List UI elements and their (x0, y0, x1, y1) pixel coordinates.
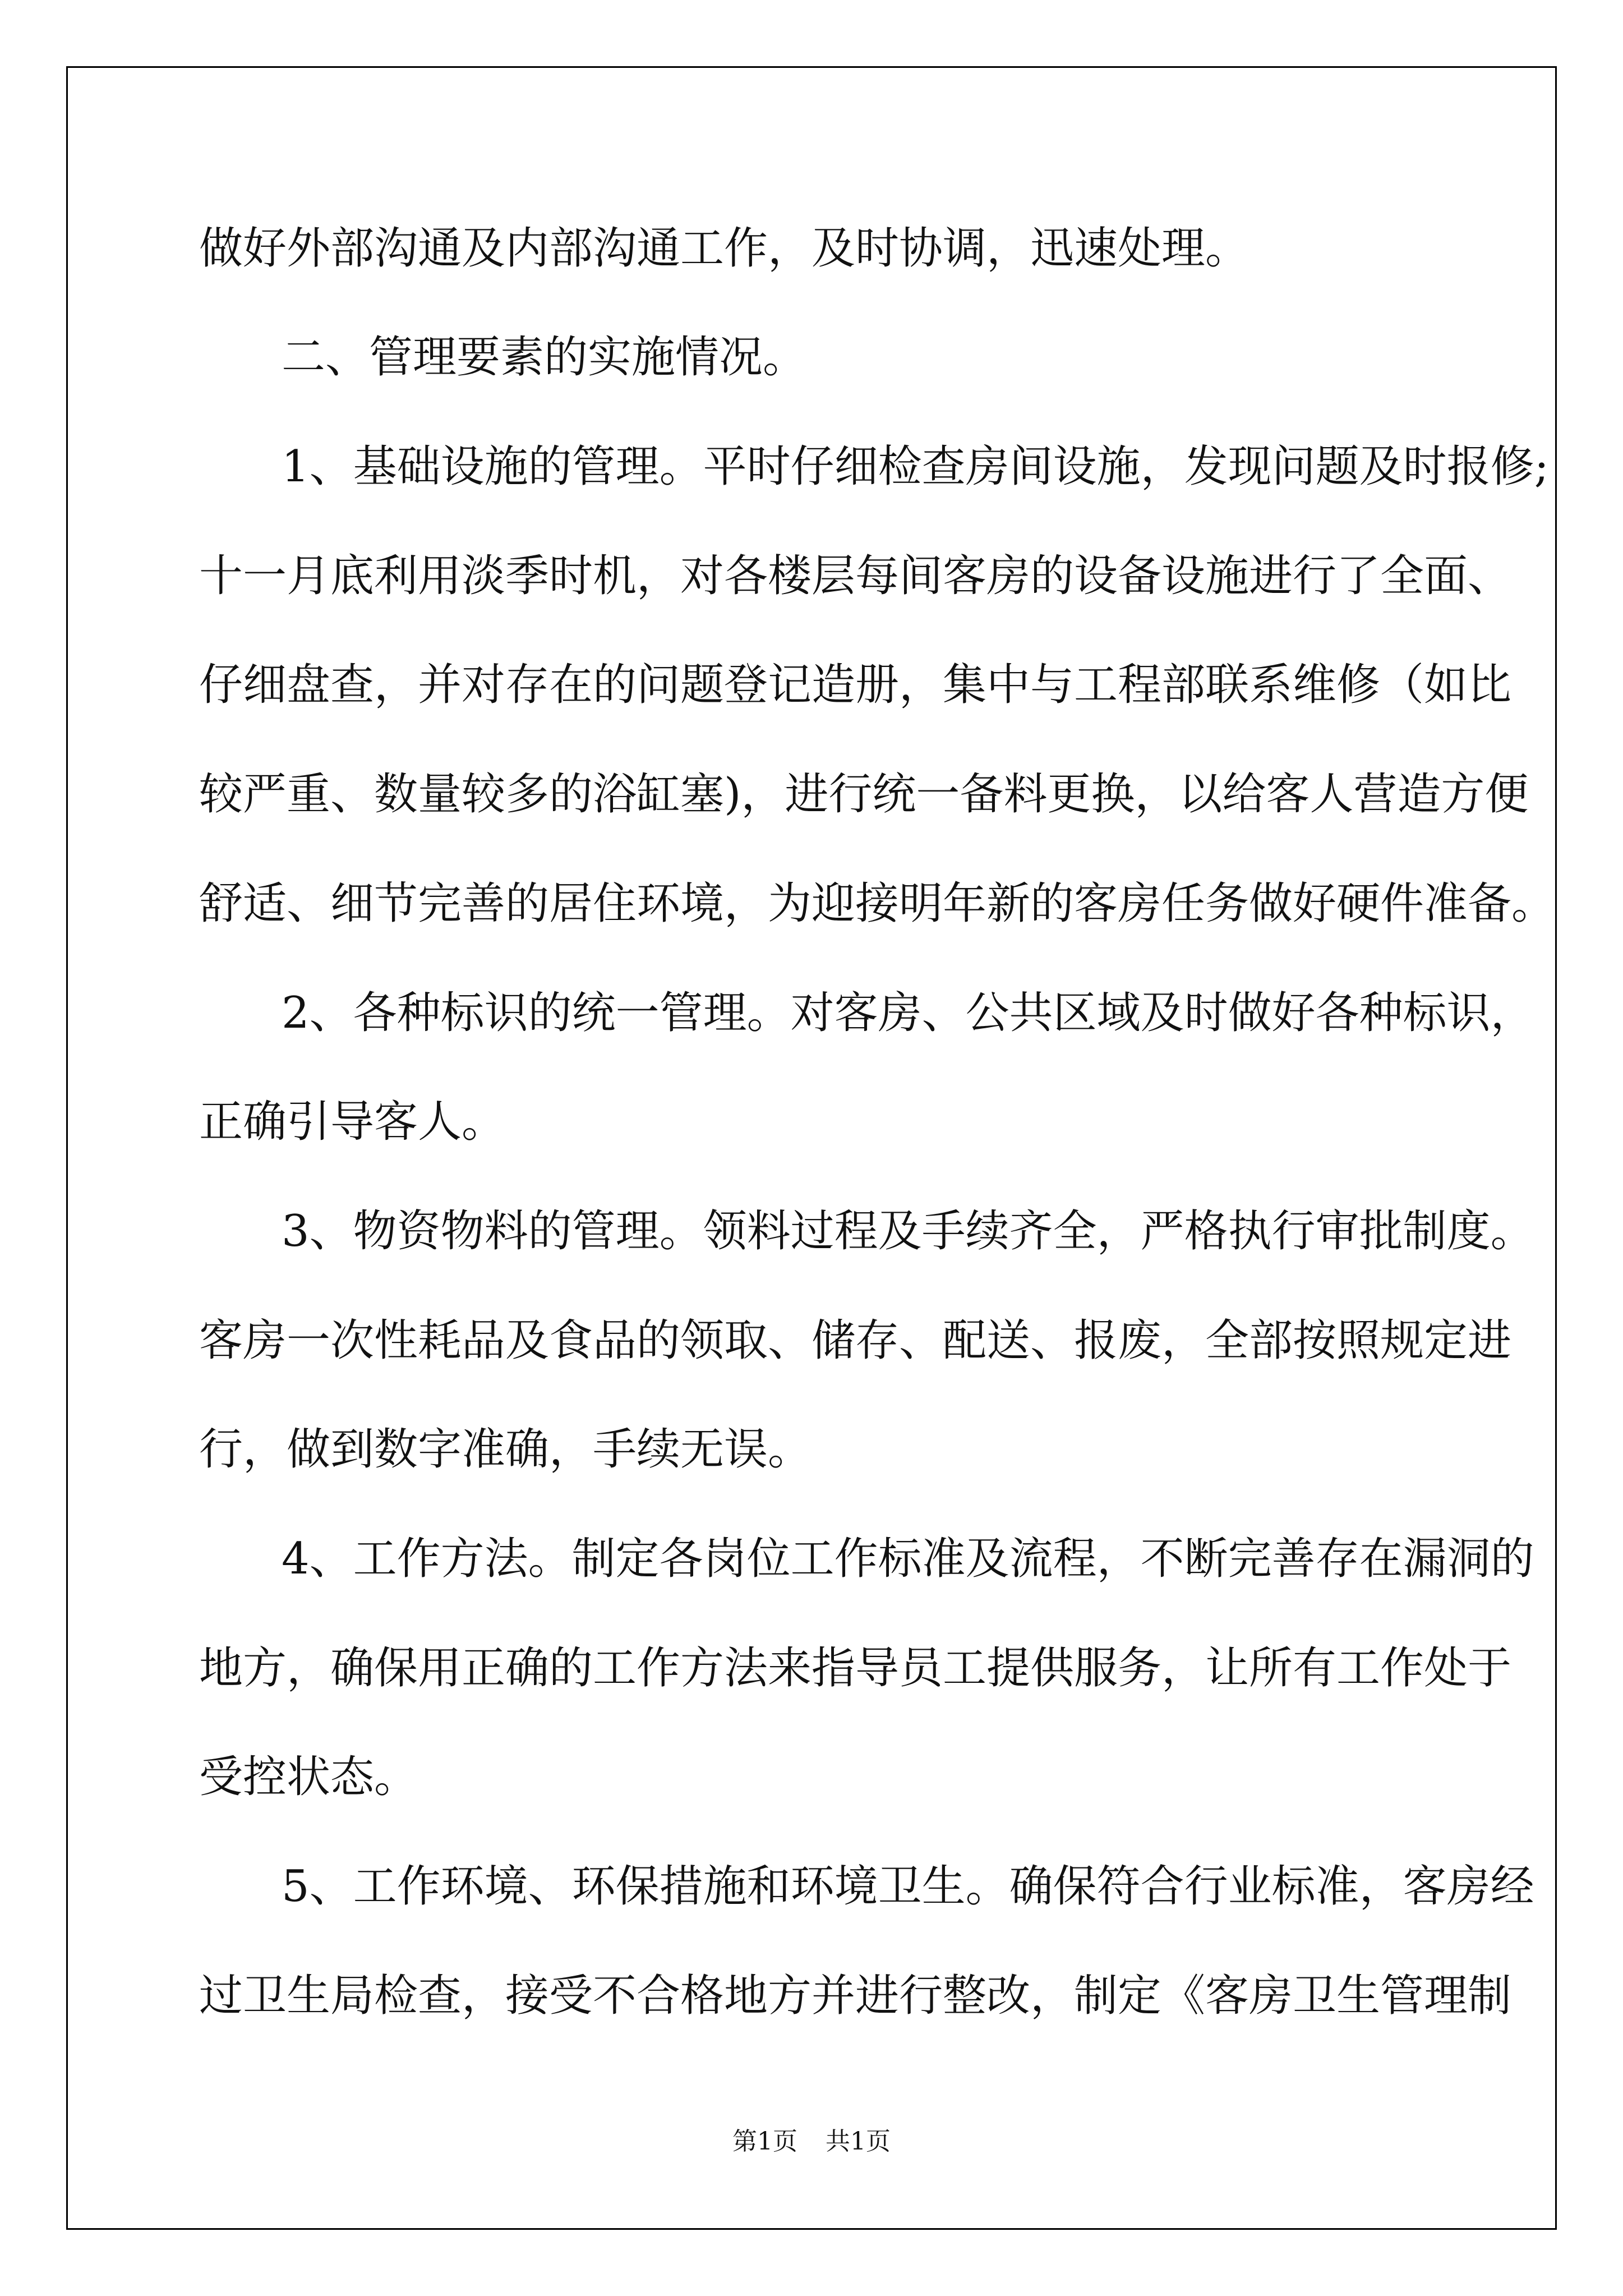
body-text-line: 受控状态。 (199, 1752, 418, 1802)
body-text-line: 客房一次性耗品及食品的领取、储存、配送、报废，全部按照规定进 (199, 1315, 1512, 1366)
body-text-line: 地方，确保用正确的工作方法来指导员工提供服务，让所有工作处于 (199, 1643, 1512, 1694)
body-text-line: 2、各种标识的统一管理。对客房、公共区域及时做好各种标识， (282, 988, 1534, 1038)
body-text-line: 过卫生局检查，接受不合格地方并进行整改，制定《客房卫生管理制 (199, 1971, 1512, 2021)
section-heading: 二、管理要素的实施情况。 (282, 332, 807, 383)
body-text-line: 舒适、细节完善的居住环境，为迎接明年新的客房任务做好硬件准备。 (199, 878, 1556, 929)
body-text-line: 行，做到数字准确，手续无误。 (199, 1424, 812, 1475)
body-text-line: 3、物资物料的管理。领料过程及手续齐全，严格执行审批制度。 (282, 1206, 1534, 1257)
body-text-line: 1、基础设施的管理。平时仔细检查房间设施，发现问题及时报修; (282, 441, 1549, 492)
body-text-line: 做好外部沟通及内部沟通工作，及时协调，迅速处理。 (199, 223, 1249, 274)
page-footer (0, 2125, 1623, 2159)
body-text-line: 较严重、数量较多的浴缸塞)，进行统一备料更换，以给客人营造方便 (199, 769, 1529, 820)
page-number: 第1页 (732, 2127, 797, 2156)
body-text-line: 5、工作环境、环保措施和环境卫生。确保符合行业标准，客房经 (282, 1861, 1534, 1912)
body-text-line: 十一月底利用淡季时机，对各楼层每间客房的设备设施进行了全面、 (199, 551, 1512, 601)
body-text-line: 正确引导客人。 (199, 1097, 506, 1147)
body-text-line: 4、工作方法。制定各岗位工作标准及流程，不断完善存在漏洞的 (282, 1534, 1534, 1584)
page-total: 共1页 (826, 2127, 891, 2156)
body-text-line: 仔细盘查，并对存在的问题登记造册，集中与工程部联系维修（如比 (199, 660, 1512, 710)
